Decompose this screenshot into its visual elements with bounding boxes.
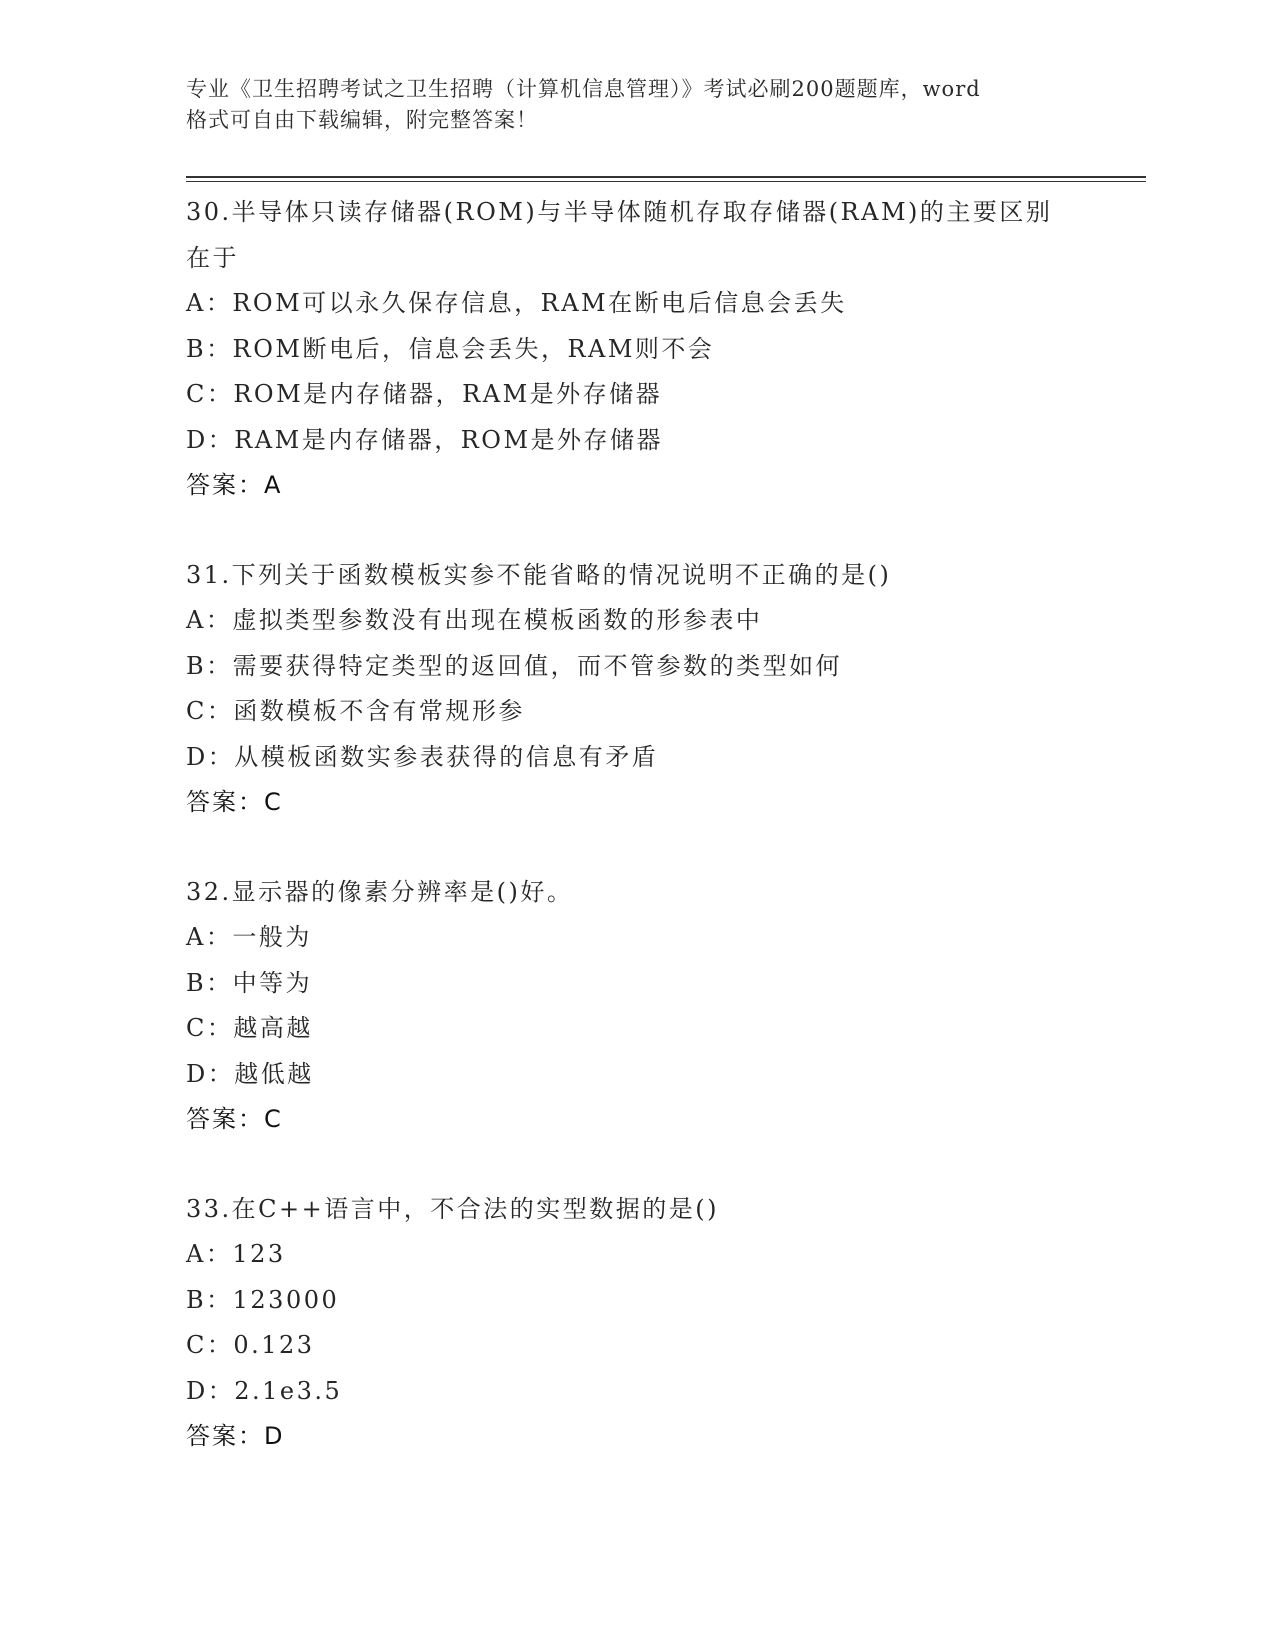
question-32 — [186, 870, 1146, 1143]
document-header — [186, 74, 1086, 136]
option-d: D：2.1e3.5 — [186, 1376, 343, 1405]
header-divider-thin — [186, 181, 1146, 182]
option-c: C：函数模板不含有常规形参 — [186, 697, 525, 725]
question-spacer — [186, 1143, 1146, 1187]
question-title-continued: 在于 — [186, 243, 239, 272]
header-line-2: 格式可自由下载编辑，附完整答案！ — [186, 108, 538, 132]
answer-line: 答案：D — [186, 1422, 285, 1450]
option-b: B：123000 — [186, 1285, 340, 1314]
question-list — [186, 190, 1146, 1460]
option-a: A：一般为 — [186, 923, 312, 951]
option-b: B：中等为 — [186, 968, 313, 997]
question-title: 30.半导体只读存储器(ROM)与半导体随机存取存储器(RAM)的主要区别 — [186, 198, 1053, 226]
option-b: B：ROM断电后，信息会丢失，RAM则不会 — [186, 334, 715, 363]
option-c: C：0.123 — [186, 1331, 315, 1359]
question-spacer — [186, 509, 1146, 553]
question-title: 33.在C++语言中，不合法的实型数据的是() — [186, 1194, 719, 1223]
option-a: A：123 — [186, 1240, 286, 1268]
question-30 — [186, 190, 1146, 509]
option-d: D：从模板函数实参表获得的信息有矛盾 — [186, 742, 659, 771]
option-c: C：ROM是内存储器，RAM是外存储器 — [186, 380, 663, 408]
option-c: C：越高越 — [186, 1014, 313, 1042]
answer-line: 答案：A — [186, 471, 283, 499]
option-a: A：虚拟类型参数没有出现在模板函数的形参表中 — [186, 606, 763, 634]
header-divider-thick — [186, 176, 1146, 178]
question-title: 31.下列关于函数模板实参不能省略的情况说明不正确的是() — [186, 560, 892, 589]
question-spacer — [186, 826, 1146, 870]
answer-line: 答案：C — [186, 1105, 283, 1133]
option-d: D：越低越 — [186, 1059, 314, 1088]
header-line-1: 专业《卫生招聘考试之卫生招聘（计算机信息管理）》考试必刷200题题库，word — [186, 77, 981, 101]
answer-line: 答案：C — [186, 788, 283, 816]
option-d: D：RAM是内存储器，ROM是外存储器 — [186, 425, 664, 454]
option-b: B：需要获得特定类型的返回值，而不管参数的类型如何 — [186, 651, 843, 680]
question-31 — [186, 553, 1146, 826]
option-a: A：ROM可以永久保存信息，RAM在断电后信息会丢失 — [186, 289, 847, 317]
question-33 — [186, 1187, 1146, 1460]
question-title: 32.显示器的像素分辨率是()好。 — [186, 877, 574, 906]
